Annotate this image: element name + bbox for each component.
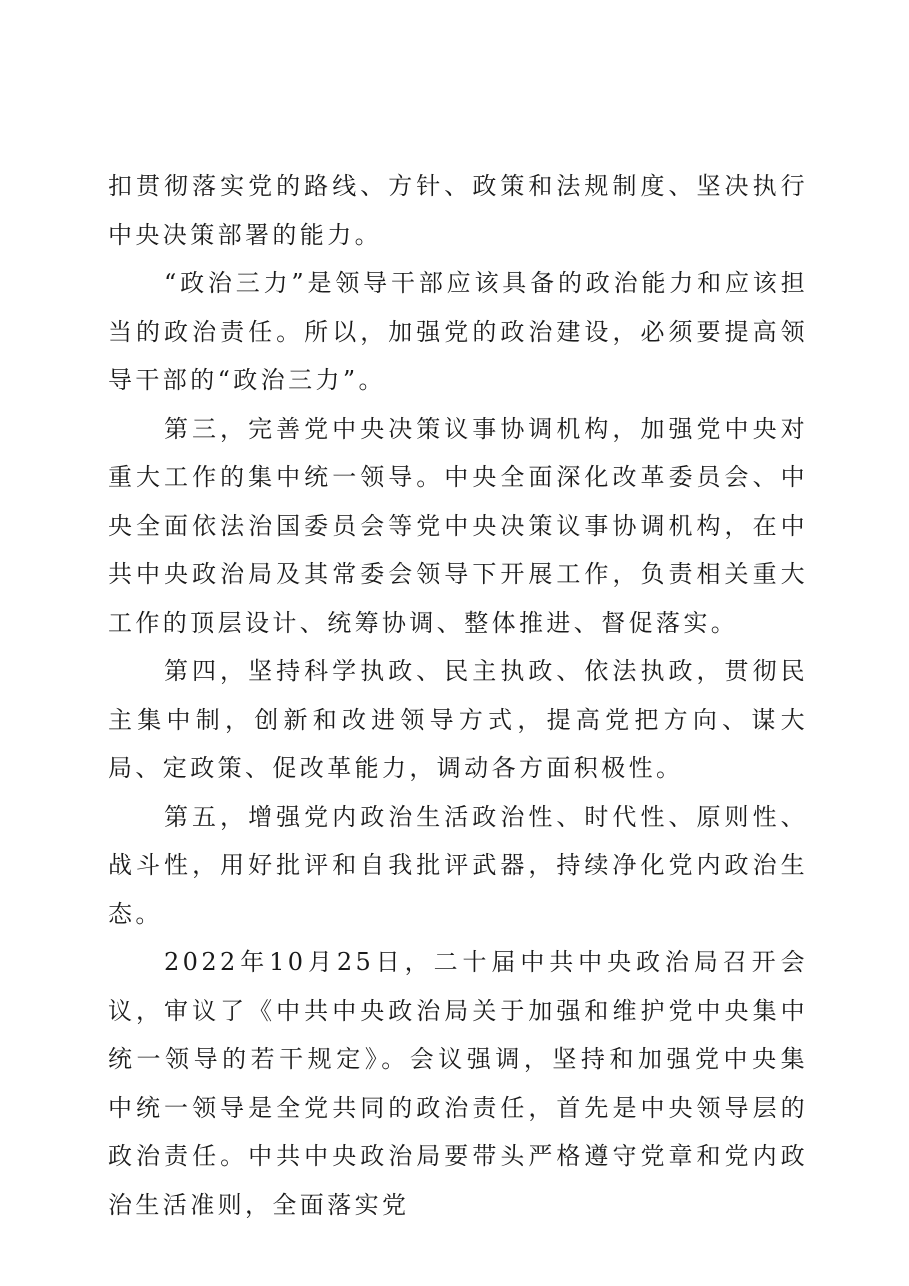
paragraph-continuation: 扣贯彻落实党的路线、方针、政策和法规制度、坚决执行中央决策部署的能力。: [108, 172, 808, 249]
paragraph-third-point: 第三，完善党中央决策议事协调机构，加强党中央对重大工作的集中统一领导。中央全面深化改革委员会、中央全面依法治国委员会等党中央决策议事协调机构，在中共中央政治局及其常委会领导下开展工作，负责相关重大工作的顶层设计、统筹协调、整体推进、督促落实。: [108, 414, 808, 637]
paragraph-fifth-point: 第五，增强党内政治生活政治性、时代性、原则性、战斗性，用好批评和自我批评武器，持续净化党内政治生态。: [108, 802, 808, 928]
paragraph-meeting-2022: 2022年10月25日，二十届中共中央政治局召开会议，审议了《中共中央政治局关于加强和维护党中央集中统一领导的若干规定》。会议强调，坚持和加强党中央集中统一领导是全党共同的政治责任，首先是中央领导层的政治责任。中共中央政治局要带头严格遵守党章和党内政治生活准则，全面落实党: [108, 948, 808, 1219]
paragraph-political-three-abilities: “政治三力”是领导干部应该具备的政治能力和应该担当的政治责任。所以，加强党的政治建设，必须要提高领导干部的“政治三力”。: [108, 269, 808, 394]
paragraph-fourth-point: 第四，坚持科学执政、民主执政、依法执政，贯彻民主集中制，创新和改进领导方式，提高党把方向、谋大局、定政策、促改革能力，调动各方面积极性。: [108, 657, 808, 782]
document-body: [108, 162, 808, 1229]
